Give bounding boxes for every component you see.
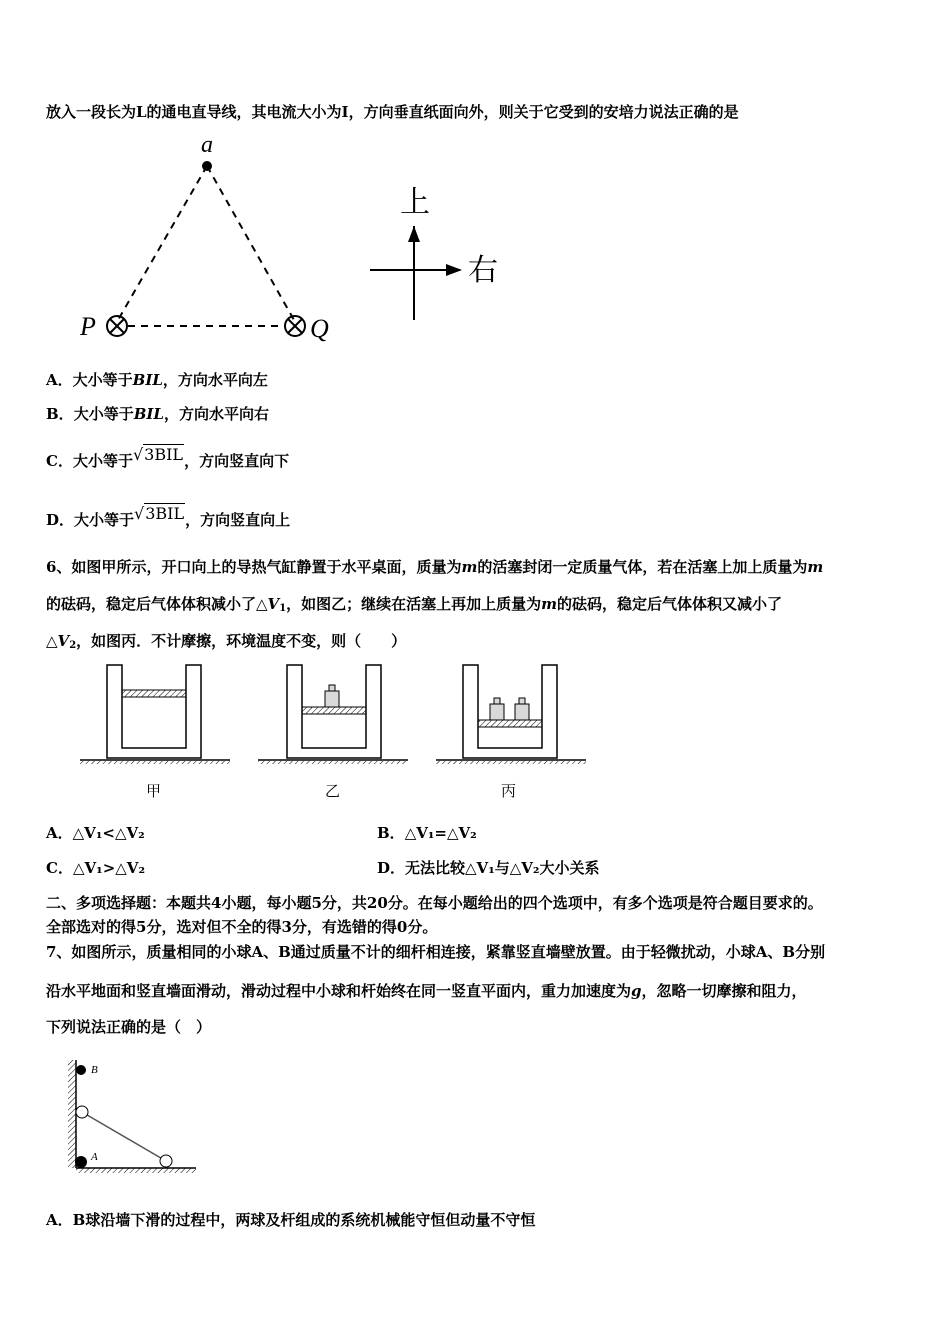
q6-option-b[interactable]: B．△V₁=△V₂ [377,824,477,842]
q7-stem-line-2: 沿水平地面和竖直墙面滑动，滑动过程中小球和杆始终在同一竖直平面内，重力加速度为g，忽略一切摩擦和阻力， [46,982,807,1000]
piston [478,720,542,727]
q7-option-a[interactable]: A．B球沿墙下滑的过程中，两球及杆组成的系统机械能守恒但动量不守恒 [46,1211,536,1229]
section-2-scoring: 全部选对的得5分，选对但不全的得3分，有选错的得0分。 [46,918,438,936]
dashed-line-aq [207,166,294,320]
caption-jia: 甲 [146,782,162,800]
q7-stem-line-1: 7、如图所示，质量相同的小球A、B通过质量不计的细杆相连接，紧靠竖直墙壁放置。由于轻微扰动，小球A、B分别 [46,943,826,961]
cylinder-yi [258,665,408,764]
label-up: 上 [400,185,430,220]
cylinder-jia [80,665,230,764]
ball-b-initial [76,1065,86,1075]
q6-stem-line-3: $\triangle V_2$，如图丙．不计摩擦，环境温度不变，则（ ） [46,632,407,651]
caption-bing: 丙 [501,782,517,800]
q6-option-d[interactable]: D．无法比较△V₁与△V₂大小关系 [377,859,600,877]
ball-a-initial [75,1156,87,1168]
arrow-right-icon [446,264,462,276]
q5-option-a[interactable]: A．大小等于BIL，方向水平向左 [46,371,268,389]
section-2-heading: 二、多项选择题：本题共4小题，每小题5分，共20分。在每小题给出的四个选项中，有多个选项是符合题目要求的。 [46,894,823,912]
weight-icon [515,698,529,720]
label-b: B [91,1064,98,1076]
q5-option-b[interactable]: B．大小等于BIL，方向水平向右 [46,405,269,423]
q6-stem-line-1: 6、如图甲所示，开口向上的导热气缸静置于水平桌面，质量为m的活塞封闭一定质量气体，若在活塞上加上质量为m [46,558,824,576]
piston [302,707,366,714]
weight-icon [325,685,339,707]
sqrt-expression: √3BIL [134,504,185,523]
label-a: A [91,1151,98,1163]
q5-option-d[interactable]: D．大小等于√3BIL，方向竖直向上 [46,504,291,529]
q7-stem-line-3: 下列说法正确的是（ ） [46,1018,212,1036]
sqrt-expression: √3BIL [132,445,184,464]
q5-option-c[interactable]: C．大小等于√3BIL，方向竖直向下 [46,445,290,470]
ball-a [160,1155,172,1167]
weight-icon [490,698,504,720]
arrow-up-icon [408,226,420,242]
wire-p-into-page-icon [107,316,127,336]
cylinder-bing [436,665,586,764]
point-a [202,161,212,171]
q5-triangle-figure [70,130,520,355]
piston [122,690,186,697]
q6-option-a[interactable]: A．△V₁<△V₂ [46,824,145,842]
q5-stem: 放入一段长为L的通电直导线，其电流大小为I，方向垂直纸面向外，则关于它受到的安培力说法正确的是 [46,103,739,121]
label-q: Q [310,314,329,343]
label-right: 右 [468,253,498,288]
dashed-line-ap [118,166,207,320]
ball-b [76,1106,88,1118]
caption-yi: 乙 [325,782,341,800]
q6-option-c[interactable]: C．△V₁>△V₂ [46,859,146,877]
label-p: P [80,312,96,341]
q7-wall-rod-figure [60,1050,210,1180]
label-a: a [201,132,213,158]
q6-stem-line-2: 的砝码，稳定后气体体积减小了$\triangle V_1$，如图乙；继续在活塞上再加上质量为m的砝码，稳定后气体体积又减小了 [46,595,783,614]
wire-q-into-page-icon [285,316,305,336]
wall [68,1060,76,1168]
